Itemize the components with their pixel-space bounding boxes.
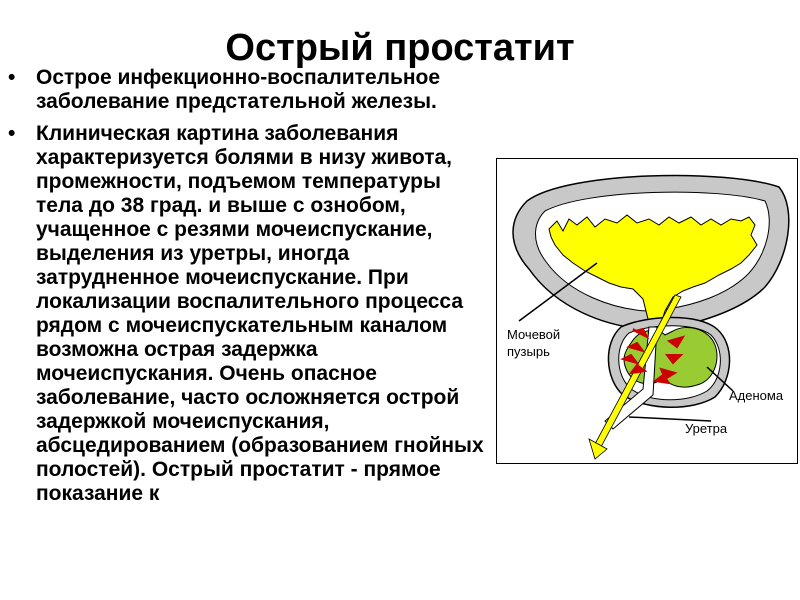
adenoma-label: Аденома: [729, 388, 784, 403]
bullet-item: [8, 122, 488, 506]
bullet-list: [8, 66, 488, 514]
bladder-prostate-diagram: [497, 159, 799, 465]
bullet-text: Клиническая картина заболевания характеризуется болями в низу живота, промежности, подъемом температуры тела до 38 град. и выше с ознобом, учащенное с резями мочеиспускание, выделения из уретры, иногда затрудненное мочеиспускание. При локализации воспалительного процесса рядом с мочеиспускательным каналом возможна острая задержка мочеиспускания. Очень опасное заболевание, часто осложняется острой задержкой мочеиспускания, абсцедированием (образованием гнойных полостей). Острый простатит - прямое показание к: [36, 122, 484, 505]
bullet-text: Острое инфекционно-воспалительное заболевание предстательной железы.: [36, 66, 441, 113]
bullet-dot-icon: •: [8, 122, 16, 145]
bullet-dot-icon: •: [8, 66, 16, 89]
bladder-label-line2: пузырь: [507, 344, 550, 359]
urethra-label: Уретра: [685, 421, 728, 436]
anatomy-illustration: [496, 158, 798, 464]
page-title: Острый простатит: [225, 27, 575, 69]
bullet-item: [8, 66, 488, 114]
bladder-label-line1: Мочевой: [507, 327, 561, 342]
